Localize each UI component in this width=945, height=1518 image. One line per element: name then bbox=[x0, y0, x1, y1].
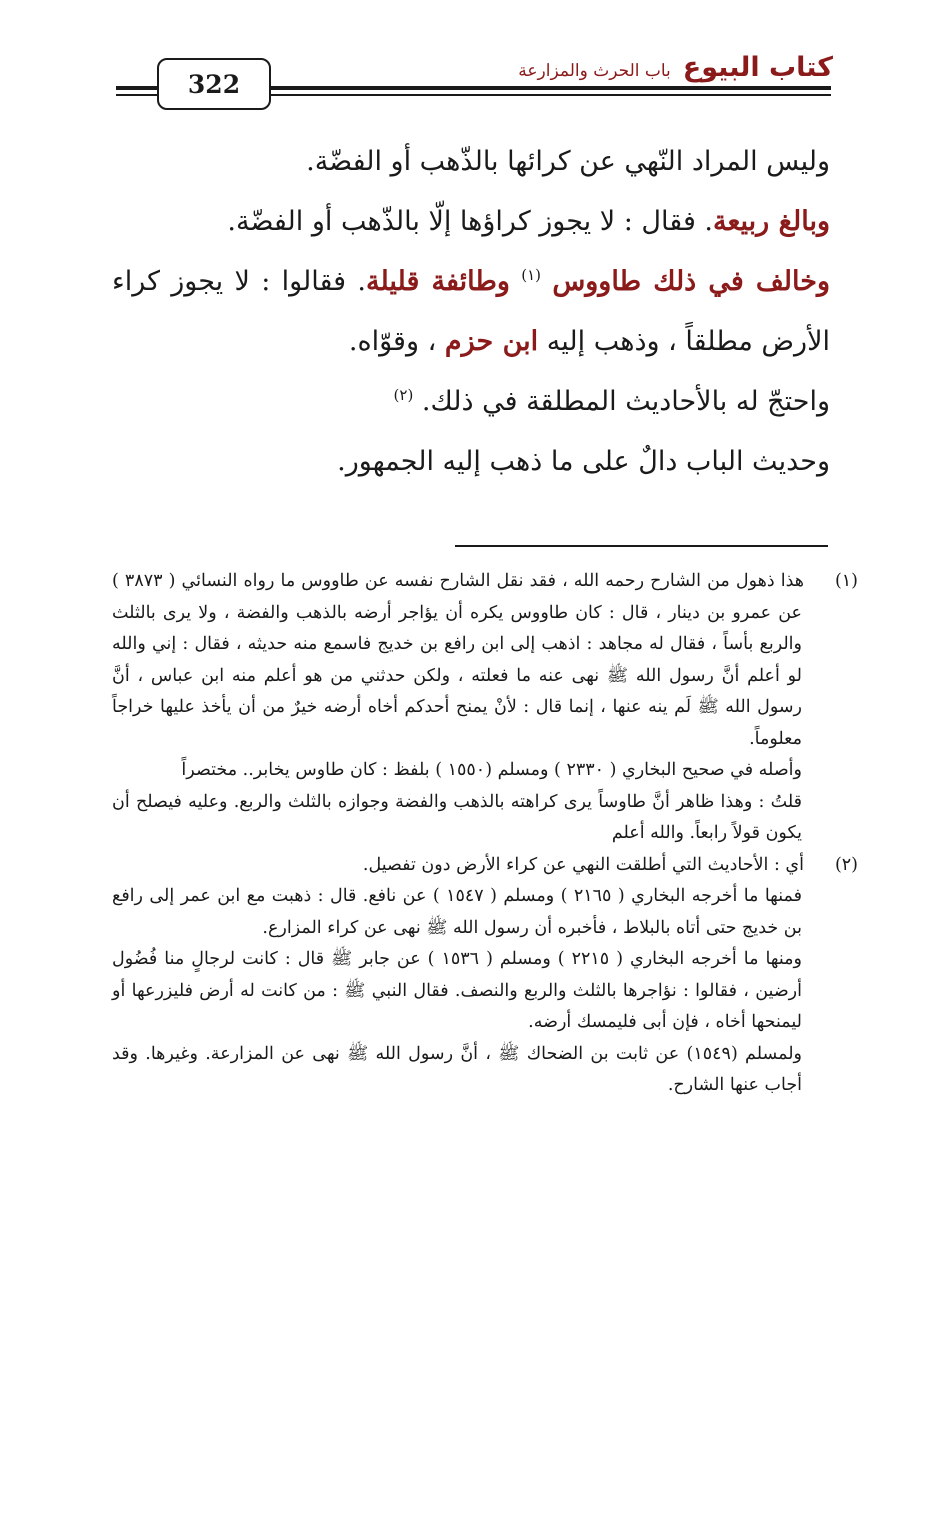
footnote-ref-1[interactable]: (١) bbox=[521, 266, 541, 284]
main-line-2 bbox=[112, 192, 830, 252]
footnote-2-hadith-1-text: فمنها ما أخرجه البخاري ( ٢١٦٥ ) ومسلم ( ١٥٤٧ ) عن نافع. قال : ذهبت مع ابن عمر إلى رافع بن خديج حتى أتاه بالبلاط ، فأخبره أن رسول الله ﷺ نهى عن كراء المزارع. bbox=[112, 886, 802, 938]
footnote-separator bbox=[455, 545, 828, 547]
page-number-box bbox=[157, 58, 271, 110]
main-text bbox=[112, 132, 830, 492]
main-line-6 bbox=[112, 432, 830, 492]
main-line-5 bbox=[112, 372, 830, 432]
footnote-2-hadith-1 bbox=[112, 881, 830, 944]
highlight-ibn-hazm: ابن حزم bbox=[444, 326, 539, 357]
main-line-4-end: ، وقوّاه. bbox=[348, 326, 437, 357]
footnote-1-origin bbox=[112, 755, 830, 787]
page-number: 322 bbox=[187, 69, 241, 99]
highlight-tawus: وخالف في ذلك طاووس bbox=[552, 266, 830, 297]
highlight-rabia: وبالغ ربيعة bbox=[713, 206, 830, 237]
page-header bbox=[0, 0, 945, 120]
book-title: كتاب البيوع bbox=[682, 52, 833, 83]
header-titles bbox=[518, 52, 833, 83]
main-paragraph-3 bbox=[112, 252, 830, 372]
chapter-title: باب الحرث والمزارعة bbox=[518, 61, 671, 81]
footnote-1-origin-text: وأصله في صحيح البخاري ( ٢٣٣٠ ) ومسلم (١٥٥٠ ) بلفظ : كان طاوس يخابر.. مختصراً bbox=[181, 760, 802, 780]
main-line-3-text: . فقالوا : لا يجوز كراء الأرض مطلقاً ، وذهب إليه bbox=[112, 266, 830, 357]
main-line-6-text: وحديث الباب دالٌ على ما ذهب إليه الجمهور. bbox=[337, 446, 830, 477]
footnote-ref-2[interactable]: (٢) bbox=[393, 386, 414, 404]
footnote-2-text: أي : الأحاديث التي أطلقت النهي عن كراء الأرض دون تفصيل. bbox=[362, 854, 804, 875]
footnote-1 bbox=[112, 566, 858, 755]
footnote-2-number: (٢) bbox=[834, 854, 858, 875]
footnote-2-hadith-2 bbox=[112, 944, 830, 1039]
footnote-1-number: (١) bbox=[834, 571, 858, 591]
footnote-2-hadith-3-text: ولمسلم (١٥٤٩) عن ثابت بن الضحاك ﷺ ، أنَّ رسول الله ﷺ نهى عن المزارعة. وغيرها. وقد أجاب عنها الشارح. bbox=[112, 1043, 803, 1095]
footnote-2-hadith-2-text: ومنها ما أخرجه البخاري ( ٢٢١٥ ) ومسلم ( ١٥٣٦ ) عن جابر ﷺ قال : كانت لرجالٍ منا فُضُول أرضين ، فقالوا : نؤاجرها بالثلث والربع والنصف. فقال النبي ﷺ : من كانت له أرض فليزرعها أو ليمنحها أخاه ، فإن أبى فليمسك أرضه. bbox=[112, 949, 802, 1032]
main-line-1 bbox=[112, 132, 830, 192]
main-line-5-text: واحتجّ له بالأحاديث المطلقة في ذلك. bbox=[421, 386, 830, 417]
footnote-2 bbox=[112, 850, 858, 882]
highlight-small-group: وطائفة قليلة bbox=[365, 266, 510, 297]
footnote-2-hadith-3 bbox=[112, 1039, 830, 1102]
footnote-1-text: هذا ذهول من الشارح رحمه الله ، فقد نقل الشارح نفسه عن طاووس ما رواه النسائي ( ٣٨٧٣ ) عن عمرو بن دينار ، قال : كان طاووس يكره أن يؤاجر أرضه بالذهب والفضة ، ولا يرى بالثلث والربع بأساً ، فقال له مجاهد : اذهب إلى ابن رافع بن خديج فاسمع منه حديثه ، فقال : إني والله لو أعلم أنَّ رسول الله ﷺ نهى عنه ما فعلته ، ولكن حدثني من هو أعلم منه ابن عباس ، أنَّ رسول الله ﷺ لَم ينه عنها ، إنما قال : لأنْ يمنح أحدكم أخاه أرضه خيرٌ من أن يأخذ عليها خراجاً معلوماً. bbox=[112, 571, 804, 749]
main-line-1-text: وليس المراد النّهي عن كرائها بالذّهب أو الفضّة. bbox=[306, 146, 830, 177]
main-line-2-text: . فقال : لا يجوز كراؤها إلّا بالذّهب أو الفضّة. bbox=[227, 206, 714, 237]
footnotes bbox=[112, 566, 858, 1102]
footnote-1-comment bbox=[112, 787, 830, 850]
footnote-1-comment-text: قلتُ : وهذا ظاهر أنَّ طاوساً يرى كراهته بالذهب والفضة وجوازه بالثلث والربع. وعليه فيصلح أن يكون قولاً رابعاً. والله أعلم bbox=[112, 791, 802, 843]
